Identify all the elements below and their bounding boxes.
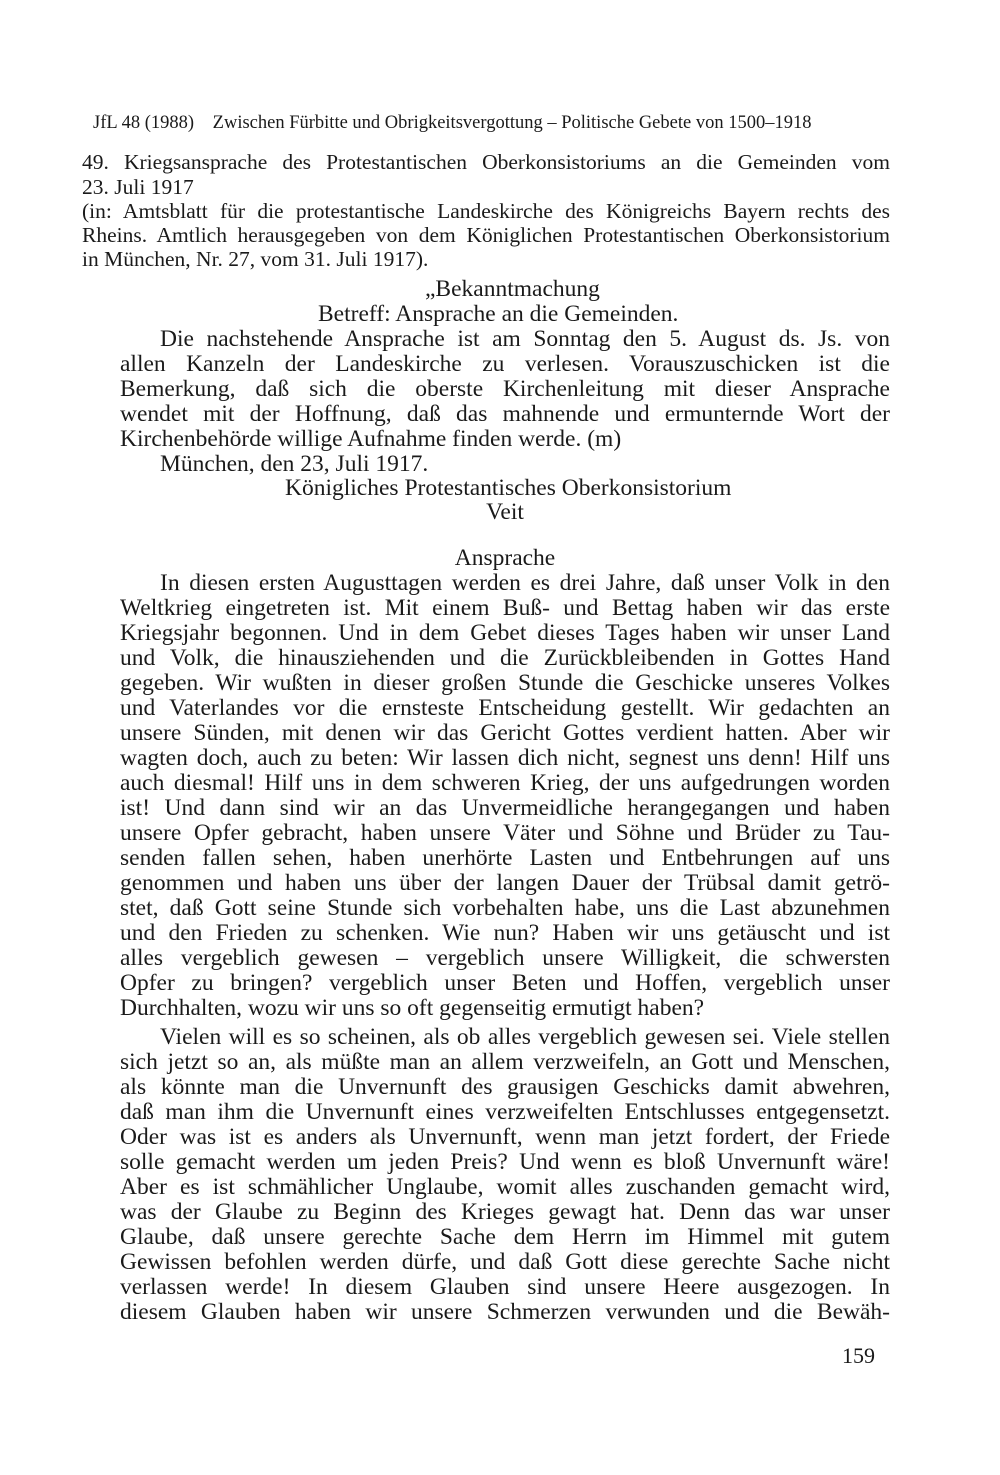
paragraph-line: Gewissen befohlen werden dürfe, und daß Gott diese gerechte Sache nicht — [120, 1249, 890, 1275]
issuing-authority: Königliches Protestantisches Oberkonsistorium — [285, 475, 732, 501]
paragraph-line: Vielen will es so scheinen, als ob alles vergeblich gewesen sei. Viele stellen — [160, 1024, 890, 1050]
paragraph-line: Durchhalten, wozu wir uns so oft gegenseitig ermutigt haben? — [120, 995, 705, 1021]
paragraph-line: stet, daß Gott seine Stunde sich vorbehalten habe, uns die Last abzunehmen — [120, 895, 890, 921]
notice-line: Die nachstehende Ansprache ist am Sonntag den 5. August ds. Js. von — [160, 326, 890, 352]
paragraph-line: In diesen ersten Augusttagen werden es drei Jahre, daß unser Volk in den — [160, 570, 890, 596]
paragraph-line: Aber es ist schmählicher Unglaube, womit alles zuschanden gemacht wird, — [120, 1174, 890, 1200]
running-header — [93, 113, 811, 134]
entry-title-line: 49. Kriegsansprache des Protestantischen Oberkonsistoriums an die Gemeinden vom — [82, 150, 890, 174]
paragraph-line: wagten doch, auch zu beten: Wir lassen dich nicht, segnest uns denn! Hilf uns — [120, 745, 890, 771]
paragraph-line: alles vergeblich gewesen – vergeblich unsere Willigkeit, die schwersten — [120, 945, 890, 971]
source-line: Rheins. Amtlich herausgegeben von dem Königlichen Protestantischen Oberkonsistorium — [82, 223, 890, 247]
paragraph-line: was der Glaube zu Beginn des Krieges gewagt hat. Denn das war unser — [120, 1199, 890, 1225]
paragraph-line: genommen und haben uns über der langen Dauer der Trübsal damit getrö- — [120, 870, 890, 896]
notice-line: allen Kanzeln der Landeskirche zu verlesen. Vorauszuschicken ist die — [120, 351, 890, 377]
paragraph-line: sich jetzt so an, als müßte man an allem verzweifeln, an Gott und Menschen, — [120, 1049, 890, 1075]
place-date: München, den 23, Juli 1917. — [160, 451, 429, 477]
paragraph-line: Opfer zu bringen? vergeblich unser Beten und Hoffen, vergeblich unser — [120, 970, 890, 996]
paragraph-line: unsere Opfer gebracht, haben unsere Väter und Söhne und Brüder zu Tau- — [120, 820, 890, 846]
paragraph-line: ist! Und dann sind wir an das Unvermeidliche herangegangen und haben — [120, 795, 890, 821]
paragraph-line: daß man ihm die Unvernunft eines verzweifelten Entschlusses entgegensetzt. — [120, 1099, 890, 1125]
page-number: 159 — [842, 1343, 875, 1368]
paragraph-line: und Vaterlandes vor die ernsteste Entscheidung gestellt. Wir gedachten an — [120, 695, 890, 721]
paragraph-line: senden fallen sehen, haben unerhörte Lasten und Entbehrungen auf uns — [120, 845, 890, 871]
paragraph-line: unsere Sünden, mit denen wir das Gericht Gottes verdient hatten. Aber wir — [120, 720, 890, 746]
running-title: Zwischen Fürbitte und Obrigkeitsvergottung – Politische Gebete von 1500–1918 — [212, 113, 812, 133]
paragraph-line: Kriegsjahr begonnen. Und in dem Gebet dieses Tages haben wir unser Land — [120, 620, 890, 646]
notice-line: wendet mit der Hoffnung, daß das mahnende und ermunternde Wort der — [120, 401, 890, 427]
paragraph-line: solle gemacht werden um jeden Preis? Und wenn es bloß Unvernunft wäre! — [120, 1149, 890, 1175]
notice-heading: „Bekanntmachung — [425, 276, 600, 302]
signature: Veit — [486, 499, 524, 525]
paragraph-line: und Volk, die hinausziehenden und die Zurückbleibenden in Gottes Hand — [120, 645, 890, 671]
address-heading: Ansprache — [454, 545, 556, 571]
paragraph-line: verlassen werde! In diesem Glauben sind unsere Heere ausgezogen. In — [120, 1274, 890, 1300]
paragraph-line: Glaube, daß unsere gerechte Sache dem Herrn im Himmel mit gutem — [120, 1224, 890, 1250]
paragraph-line: Oder was ist es anders als Unvernunft, wenn man jetzt fordert, der Friede — [120, 1124, 890, 1150]
source-line: (in: Amtsblatt für die protestantische Landeskirche des Königreichs Bayern rechts des — [82, 199, 890, 223]
paragraph-line: auch diesmal! Hilf uns in dem schweren Krieg, der uns aufgedrungen worden — [120, 770, 890, 796]
source-line: in München, Nr. 27, vom 31. Juli 1917). — [82, 247, 429, 271]
notice-subject: Betreff: Ansprache an die Gemeinden. — [318, 301, 679, 327]
entry-title-line: 23. Juli 1917 — [82, 175, 194, 199]
notice-line: Kirchenbehörde willige Aufnahme finden werde. (m) — [120, 426, 622, 452]
paragraph-line: Weltkrieg eingetreten ist. Mit einem Buß- und Bettag haben wir das erste — [120, 595, 890, 621]
paragraph-line: gegeben. Wir wußten in dieser großen Stunde die Geschicke unseres Volkes — [120, 670, 890, 696]
paragraph-line: diesem Glauben haben wir unsere Schmerzen verwunden und die Bewäh- — [120, 1299, 890, 1325]
paragraph-line: und den Frieden zu schenken. Wie nun? Haben wir uns getäuscht und ist — [120, 920, 890, 946]
paragraph-line: als könnte man die Unvernunft des grausigen Geschicks damit abwehren, — [120, 1074, 890, 1100]
journal-reference: JfL 48 (1988) — [93, 113, 195, 133]
notice-line: Bemerkung, daß sich die oberste Kirchenleitung mit dieser Ansprache — [120, 376, 890, 402]
